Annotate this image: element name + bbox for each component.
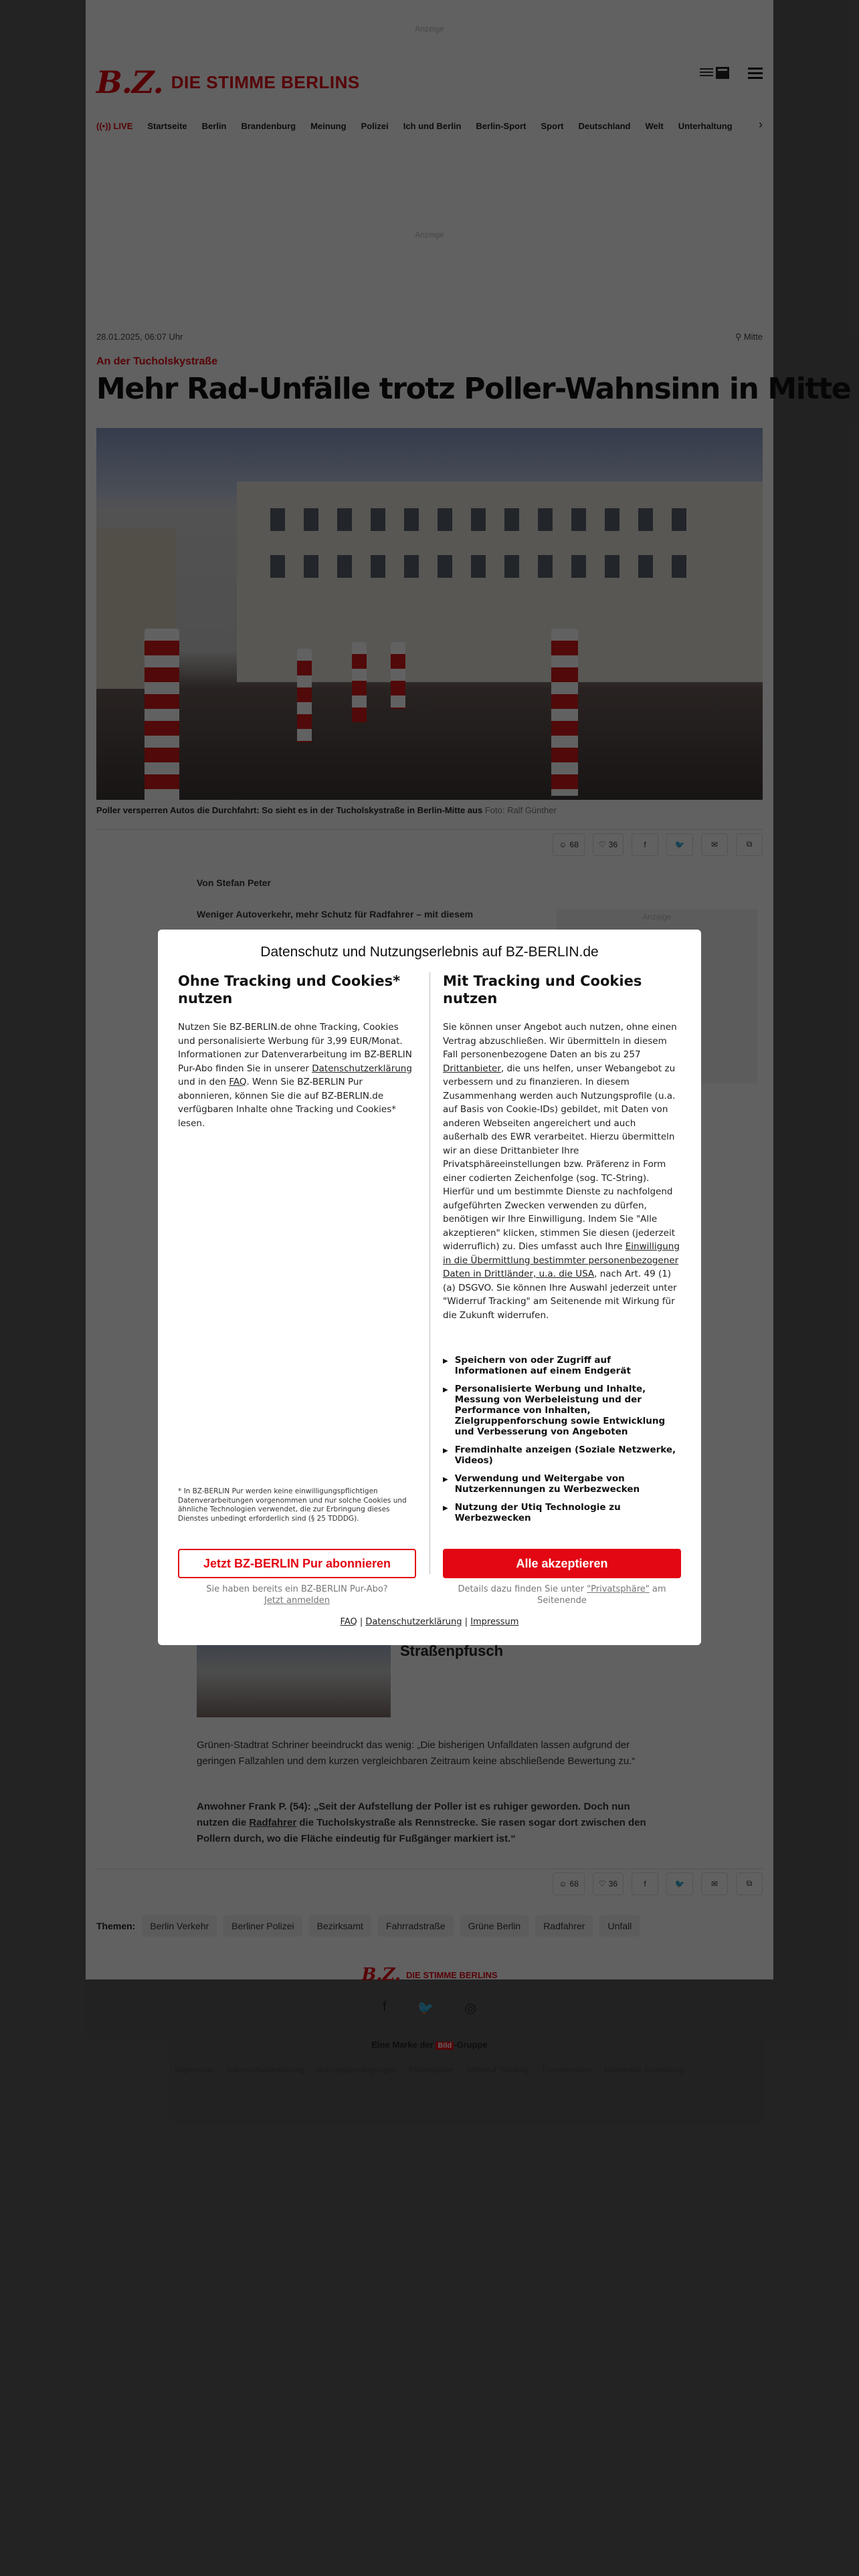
consent-dialog	[158, 930, 701, 1645]
faq-link[interactable]: FAQ	[229, 1077, 247, 1087]
accept-all-button[interactable]: Alle akzeptieren	[443, 1549, 681, 1578]
pur-login-note: Sie haben bereits ein BZ-BERLIN Pur-Abo? Jetzt anmelden	[206, 1584, 388, 1606]
purpose-item[interactable]: ▶ Fremdinhalte anzeigen (Soziale Netzwerke, Videos)	[443, 1444, 676, 1466]
pur-heading: Ohne Tracking und Cookies* nutzen	[178, 973, 401, 1006]
consent-impressum-link[interactable]: Impressum	[470, 1617, 519, 1627]
pur-fine-print: * In BZ-BERLIN Pur werden keine einwilligungspflichtigen Datenverarbeitungen vorgenommen und nur solche Cookies und ähnliche Technologien verwendet, die zur Erbringung dieses Dienstes unbedingt erforderlich sind (§ 25 TDDDG).	[178, 1487, 407, 1523]
purpose-item[interactable]: ▶ Speichern von oder Zugriff auf Informationen auf einem Endgerät	[443, 1355, 631, 1376]
consent-option-pur	[178, 972, 416, 1130]
expand-triangle-icon: ▶	[443, 1447, 448, 1455]
drittanbieter-link[interactable]: Drittanbieter	[443, 1063, 501, 1074]
privacy-note: Details dazu finden Sie unter "Privatsphäre" am Seitenende	[458, 1584, 666, 1606]
subscribe-pur-button[interactable]: Jetzt BZ-BERLIN Pur abonnieren	[178, 1549, 416, 1578]
datenschutz-link[interactable]: Datenschutzerklärung	[312, 1063, 412, 1074]
expand-triangle-icon: ▶	[443, 1505, 448, 1512]
purpose-item[interactable]: ▶ Personalisierte Werbung und Inhalte, Messung von Werbeleistung und der Performance von Inhalten, Zielgruppenforschung sowie Entwicklung und Verbesserung von Angeboten	[443, 1384, 666, 1437]
tracking-description: Sie können unser Angebot auch nutzen, ohne einen Vertrag abzuschließen. Wir übermitteln in diesem Fall personenbezogene Daten an bis zu 257 Drittanbieter, die uns helfen, unser Webangebot zu verbessern und zu finanzieren. In diesem Zusammenhang werden auch Nutzungsprofile (u.a. auf Basis von Cookie-IDs) gebildet, mit Daten von anderen Webseiten angereichert und auch außerhalb des EWR verarbeitet. Hierzu übermitteln wir an diese Drittanbieter Ihre Privatsphäreeinstellungen bzw. Präferenz in Form einer codierten Zeichenfolge (sog. TC-String). Hierfür und um bestimmte Dienste zu nachfolgend aufgeführten Zwecken verwenden zu dürfen, benötigen wir Ihre Einwilligung. Indem Sie "Alle akzeptieren" klicken, stimmen Sie diesen (jederzeit widerruflich) zu. Dies umfasst auch Ihre Einwilligung in die Übermittlung bestimmter personenbezogener Daten in Drittländer, u.a. die USA, nach Art. 49 (1) (a) DSGVO. Sie können Ihre Auswahl jederzeit unter "Widerruf Tracking" am Seitenende mit Wirkung für die Zukunft widerrufen.	[443, 1022, 680, 1321]
purpose-item[interactable]: ▶ Nutzung der Utiq Technologie zu Werbezwecken	[443, 1502, 621, 1523]
purpose-item[interactable]: ▶ Verwendung und Weitergabe von Nutzerkennungen zu Werbezwecken	[443, 1473, 640, 1495]
expand-triangle-icon: ▶	[443, 1386, 448, 1394]
login-link[interactable]: Jetzt anmelden	[264, 1596, 330, 1606]
drittland-consent-link[interactable]: Einwilligung in die Übermittlung bestimmter personenbezogener Daten in Drittländer, u.a. die USA	[443, 1241, 680, 1279]
expand-triangle-icon: ▶	[443, 1358, 448, 1365]
consent-faq-link[interactable]: FAQ	[340, 1617, 357, 1627]
tracking-heading: Mit Tracking und Cookies nutzen	[443, 973, 642, 1006]
expand-triangle-icon: ▶	[443, 1476, 448, 1483]
consent-title: Datenschutz und Nutzungserlebnis auf BZ-BERLIN.de	[260, 944, 599, 960]
consent-footer-links: FAQ | Datenschutzerklärung | Impressum	[340, 1617, 519, 1627]
consent-datenschutz-link[interactable]: Datenschutzerklärung	[365, 1617, 462, 1627]
consent-option-tracking	[443, 972, 681, 1322]
pur-description: Nutzen Sie BZ-BERLIN.de ohne Tracking, Cookies und personalisierte Werbung für 3,99 EUR/Monat. Informationen zur Datenverarbeitung im BZ-BERLIN Pur-Abo finden Sie in unserer Datenschutzerklärung und in den FAQ. Wenn Sie BZ-BERLIN Pur abonnieren, können Sie die auf BZ-BERLIN.de verfügbaren Inhalte ohne Tracking und Cookies* lesen.	[178, 1022, 412, 1129]
purpose-list	[443, 1355, 681, 1531]
privacy-link[interactable]: "Privatsphäre"	[587, 1584, 650, 1594]
